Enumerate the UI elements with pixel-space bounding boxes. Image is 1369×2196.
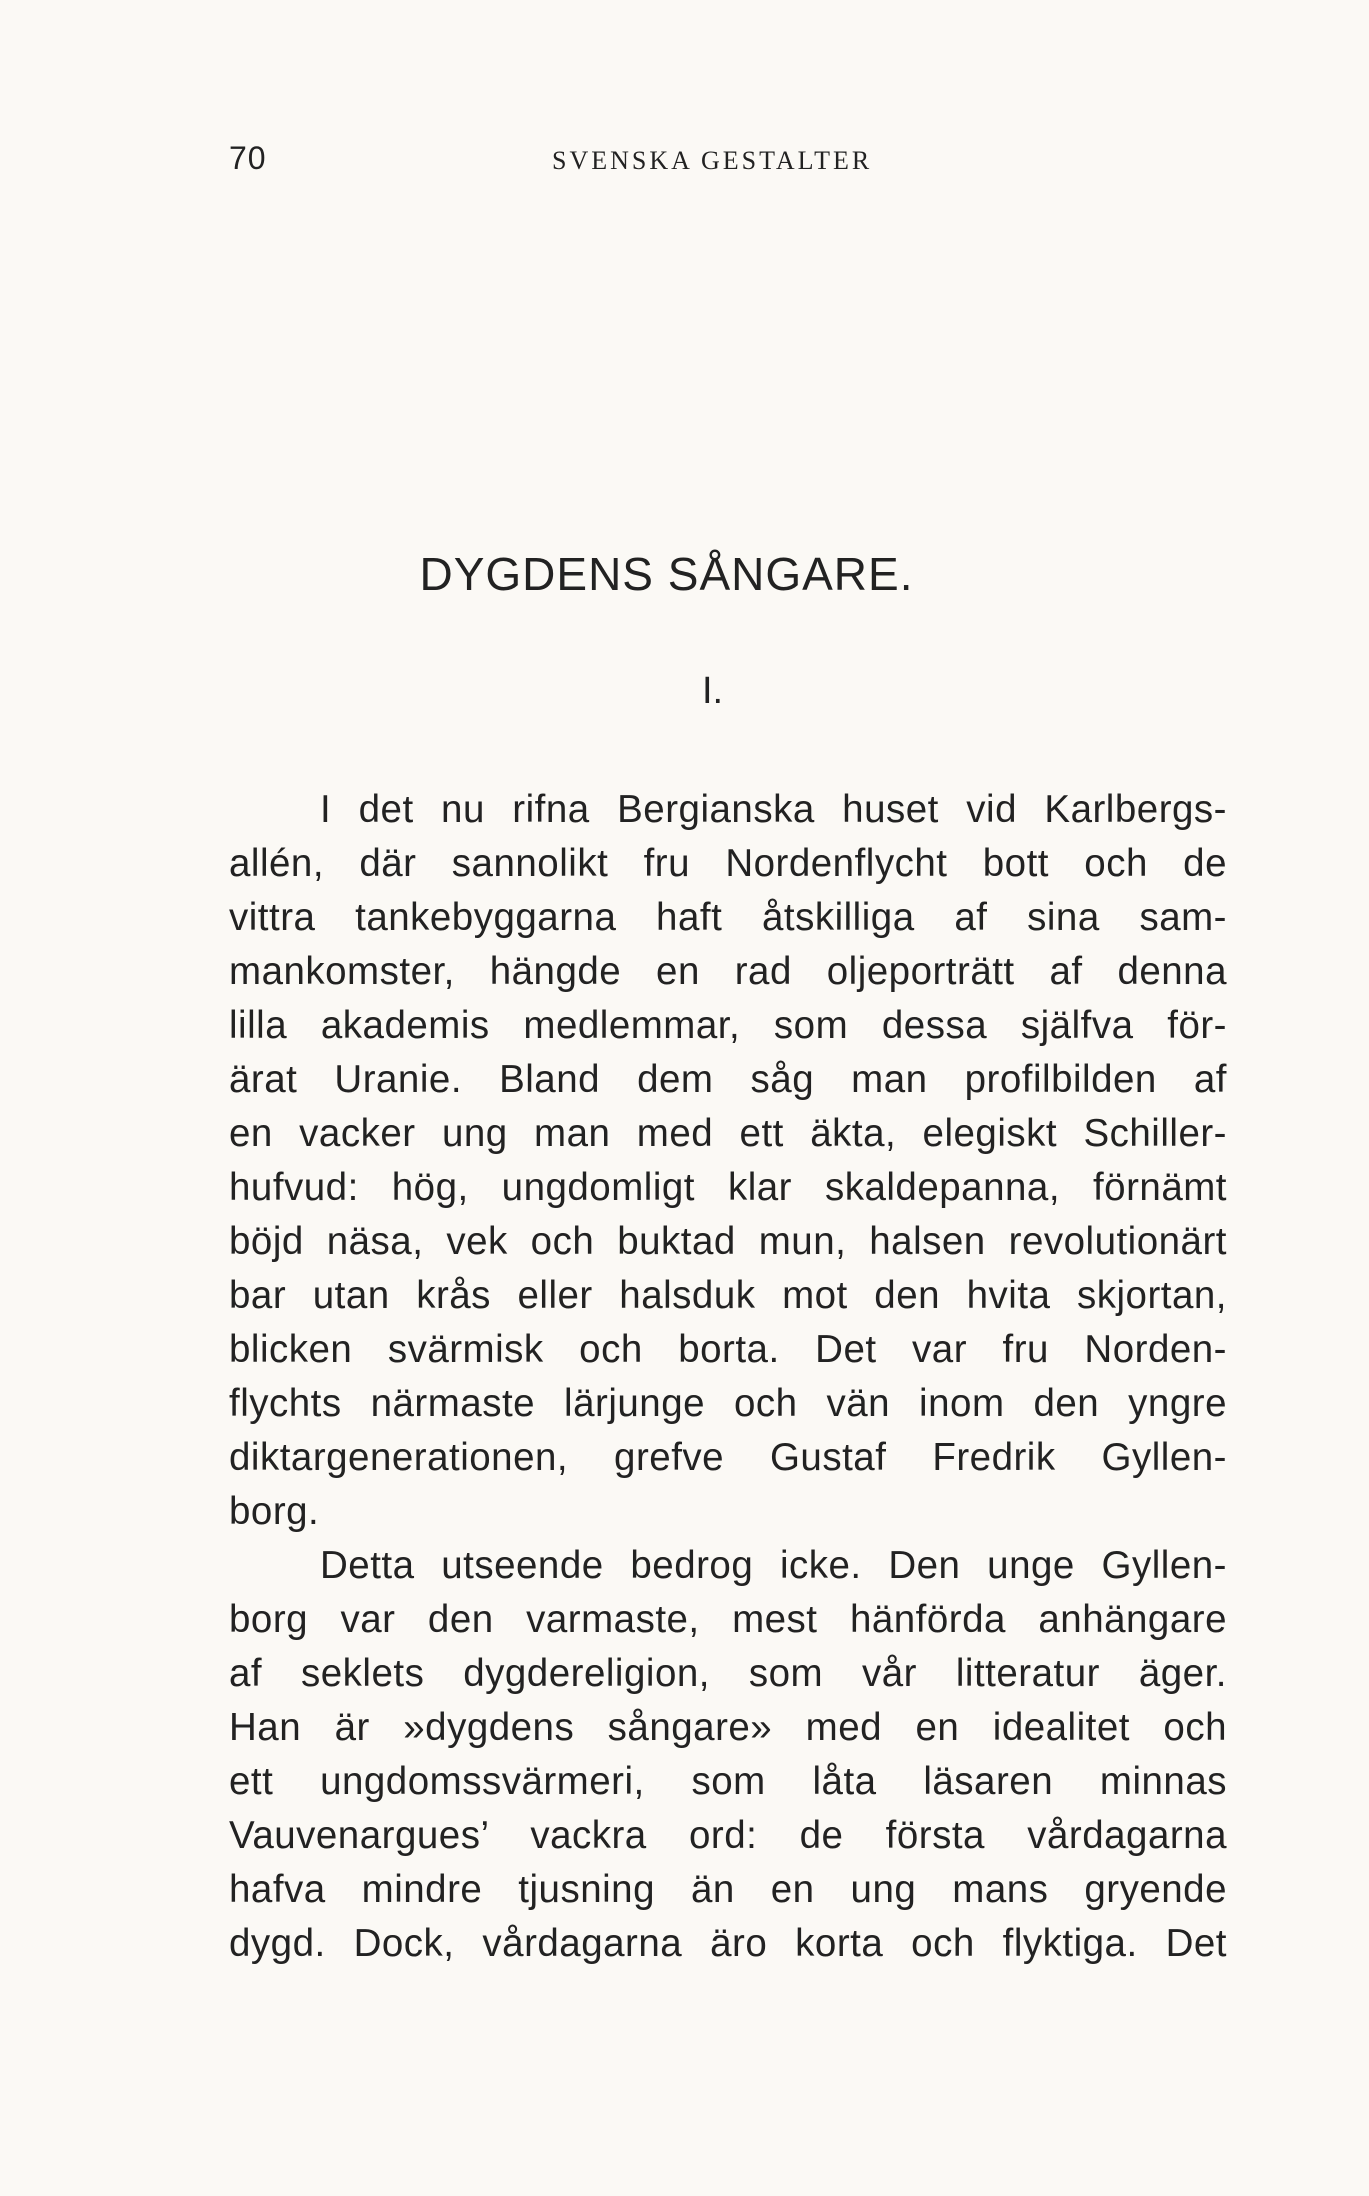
text-line: vittra tankebyggarna haft åtskilliga af sina sam-: [229, 896, 1227, 939]
text-line: böjd näsa, vek och buktad mun, halsen revolutionärt: [229, 1220, 1227, 1263]
text-line: af seklets dygdereligion, som vår litteratur äger.: [229, 1652, 1227, 1695]
text-line: en vacker ung man med ett äkta, elegiskt Schiller-: [229, 1112, 1227, 1155]
page-number: 70: [229, 140, 267, 176]
text-line: ärat Uranie. Bland dem såg man profilbilden af: [229, 1058, 1227, 1101]
text-line: lilla akademis medlemmar, som dessa själfva för-: [229, 1004, 1227, 1047]
chapter-title: DYGDENS SÅNGARE.: [419, 548, 914, 600]
text-line: hafva mindre tjusning än en ung mans gryende: [229, 1868, 1227, 1911]
section-number: I.: [701, 670, 724, 712]
text-line: allén, där sannolikt fru Nordenflycht bott och de: [229, 842, 1227, 885]
text-line: ett ungdomssvärmeri, som låta läsaren minnas: [229, 1760, 1227, 1803]
text-line: blicken svärmisk och borta. Det var fru Norden-: [229, 1328, 1227, 1371]
running-title: SVENSKA GESTALTER: [552, 146, 873, 175]
text-line: flychts närmaste lärjunge och vän inom den yngre: [229, 1382, 1227, 1425]
text-line: mankomster, hängde en rad oljeporträtt af denna: [229, 950, 1227, 993]
text-line: diktargenerationen, grefve Gustaf Fredrik Gyllen-: [229, 1436, 1227, 1479]
running-head: [229, 140, 1229, 190]
text-line: borg var den varmaste, mest hänförda anhängare: [229, 1598, 1227, 1641]
text-line: Vauvenargues’ vackra ord: de första vårdagarna: [229, 1814, 1227, 1857]
text-line: Detta utseende bedrog icke. Den unge Gyllen-: [320, 1544, 1227, 1587]
text-line: borg.: [229, 1490, 320, 1533]
text-line: I det nu rifna Bergianska huset vid Karlbergs-: [320, 788, 1227, 831]
text-line: hufvud: hög, ungdomligt klar skaldepanna, förnämt: [229, 1166, 1227, 1209]
body-text: [229, 783, 1227, 1971]
text-line: bar utan krås eller halsduk mot den hvita skjortan,: [229, 1274, 1227, 1317]
text-line: dygd. Dock, vårdagarna äro korta och flyktiga. Det: [229, 1922, 1227, 1965]
text-line: Han är »dygdens sångare» med en idealitet och: [229, 1706, 1227, 1749]
